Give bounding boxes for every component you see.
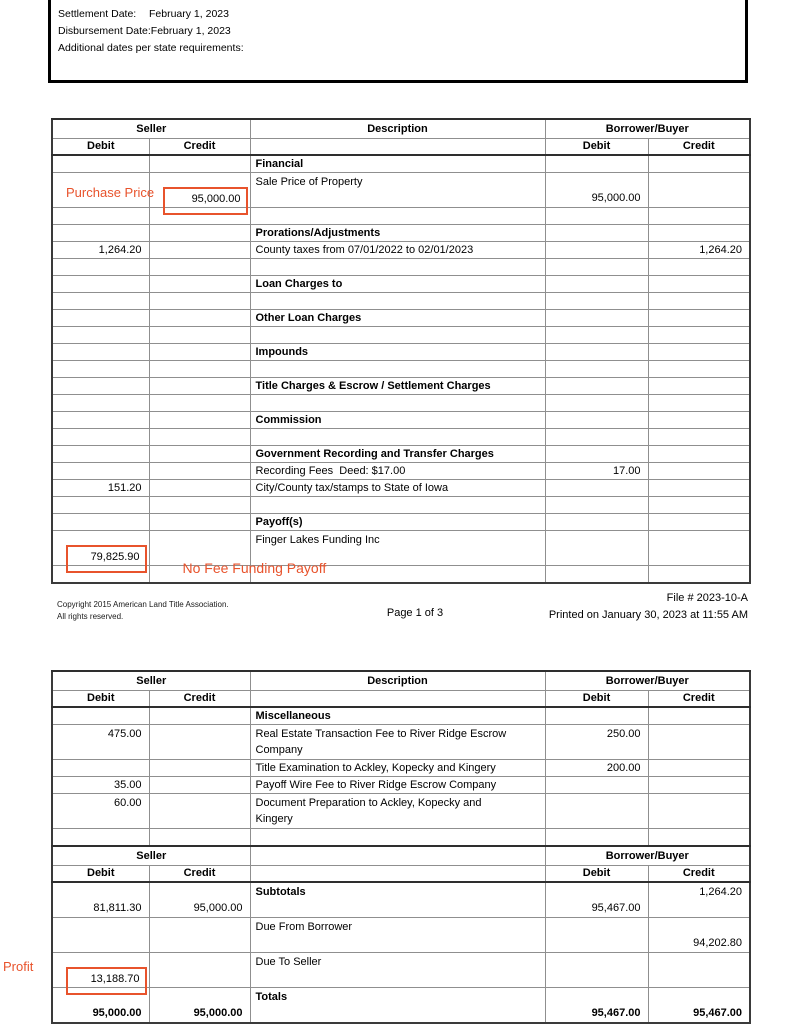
description-cell — [250, 395, 545, 412]
dates-info-box — [48, 0, 748, 83]
page-footer — [48, 590, 748, 634]
description-cell: Payoff Wire Fee to River Ridge Escrow Company — [250, 777, 545, 794]
seller-debit-cell: 35.00 — [52, 777, 149, 794]
seller-credit-cell — [149, 560, 327, 584]
column-group-header-row — [52, 119, 750, 138]
printed-timestamp: Printed on January 30, 2023 at 11:55 AM — [548, 609, 748, 621]
table-row — [52, 988, 750, 1024]
header-borrower-debit: Debit — [545, 865, 648, 882]
borrower-debit-cell — [545, 829, 648, 847]
column-group-header-row — [52, 846, 750, 865]
file-number: File # 2023-10-A — [666, 592, 748, 604]
borrower-credit-cell — [648, 829, 750, 847]
table-row — [52, 361, 750, 378]
table-row — [52, 378, 750, 395]
borrower-credit-cell — [648, 531, 750, 566]
seller-credit-cell — [149, 446, 250, 463]
seller-debit-cell — [52, 514, 149, 531]
description-cell: Financial — [250, 155, 545, 173]
description-cell — [250, 293, 545, 310]
seller-debit-cell — [52, 344, 149, 361]
borrower-debit-cell — [545, 310, 648, 327]
page-number: Page 1 of 3 — [386, 607, 444, 619]
seller-credit-cell — [149, 259, 250, 276]
seller-credit-cell: 95,000.00 — [149, 988, 250, 1024]
seller-credit-cell — [149, 361, 250, 378]
borrower-debit-cell — [545, 242, 648, 259]
seller-credit-cell — [149, 293, 250, 310]
borrower-credit-cell — [648, 276, 750, 293]
description-cell: Real Estate Transaction Fee to River Ridge Escrow Company — [250, 725, 545, 760]
seller-debit-cell — [52, 412, 149, 429]
description-cell: Document Preparation to Ackley, Kopecky and Kingery — [250, 794, 545, 829]
borrower-credit-cell — [648, 395, 750, 412]
borrower-credit-cell — [648, 225, 750, 242]
description-cell: Totals — [250, 988, 545, 1024]
borrower-debit-cell — [545, 412, 648, 429]
seller-credit-cell — [149, 463, 250, 480]
borrower-debit-cell — [545, 293, 648, 310]
table-row — [52, 429, 750, 446]
seller-debit-cell: 95,000.00 — [52, 988, 149, 1024]
seller-credit-cell — [149, 829, 250, 847]
seller-debit-cell: 1,264.20 — [52, 242, 149, 259]
borrower-debit-cell: 17.00 — [545, 463, 648, 480]
header-seller-credit: Credit — [149, 865, 250, 882]
seller-debit-cell — [52, 463, 149, 480]
annotation-box: 13,188.70 — [66, 967, 147, 995]
seller-credit-cell — [149, 155, 250, 173]
seller-debit-cell — [52, 531, 149, 566]
description-cell: Miscellaneous — [250, 707, 545, 725]
table-row — [52, 293, 750, 310]
description-cell: Due From Borrower — [250, 918, 545, 953]
description-cell: Commission — [250, 412, 545, 429]
seller-credit-cell — [149, 412, 250, 429]
header-seller: Seller — [52, 671, 250, 690]
seller-debit-cell — [52, 497, 149, 514]
borrower-credit-cell — [648, 760, 750, 777]
seller-debit-cell — [52, 310, 149, 327]
borrower-credit-cell — [648, 429, 750, 446]
table-row — [52, 259, 750, 276]
table-row — [52, 777, 750, 794]
borrower-credit-cell — [648, 208, 750, 225]
seller-credit-cell — [149, 497, 250, 514]
header-seller-debit: Debit — [52, 865, 149, 882]
copyright-line2: All rights reserved. — [57, 612, 124, 621]
annotation-box: 79,825.90 — [66, 545, 147, 573]
description-cell — [250, 361, 545, 378]
table-row — [52, 707, 750, 725]
seller-debit-cell: 60.00 — [52, 794, 149, 829]
borrower-credit-cell: 94,202.80 — [648, 918, 750, 953]
table-row — [52, 531, 750, 566]
table-row — [52, 882, 750, 918]
table-row — [52, 225, 750, 242]
seller-debit-cell: 475.00 — [52, 725, 149, 760]
table-row — [52, 344, 750, 361]
borrower-credit-cell — [648, 378, 750, 395]
seller-debit-cell — [52, 208, 149, 225]
seller-debit-cell — [52, 829, 149, 847]
header-description: Description — [250, 119, 545, 138]
borrower-debit-cell — [545, 395, 648, 412]
seller-credit-cell — [149, 918, 250, 953]
table-row — [52, 412, 750, 429]
table-row — [52, 463, 750, 480]
seller-credit-cell — [149, 173, 250, 208]
table-row — [52, 155, 750, 173]
borrower-credit-cell — [648, 293, 750, 310]
seller-debit-cell — [52, 707, 149, 725]
borrower-credit-cell — [648, 361, 750, 378]
description-cell: Sale Price of Property — [250, 173, 545, 208]
borrower-debit-cell — [545, 777, 648, 794]
borrower-debit-cell — [545, 155, 648, 173]
debit-credit-header-row — [52, 138, 750, 155]
description-cell: Impounds — [250, 344, 545, 361]
header-description-spacer — [250, 865, 545, 882]
seller-debit-cell — [52, 225, 149, 242]
seller-credit-cell: 95,000.00 — [149, 882, 250, 918]
header-description-spacer — [250, 138, 545, 155]
header-seller-credit: Credit — [149, 138, 250, 155]
info-label: Disbursement Date: — [58, 25, 151, 37]
table-row — [52, 918, 750, 953]
borrower-debit-cell — [545, 378, 648, 395]
copyright-line1: Copyright 2015 American Land Title Association. — [57, 600, 229, 609]
seller-debit-cell: 151.20 — [52, 480, 149, 497]
header-borrower-buyer: Borrower/Buyer — [545, 846, 750, 865]
borrower-debit-cell — [545, 361, 648, 378]
borrower-credit-cell — [648, 327, 750, 344]
table-row — [52, 953, 750, 988]
borrower-credit-cell — [648, 794, 750, 829]
seller-debit-cell — [52, 918, 149, 953]
seller-debit-cell — [3, 953, 149, 988]
description-cell: Title Charges & Escrow / Settlement Charges — [250, 378, 545, 395]
header-description — [250, 846, 545, 865]
info-label: Settlement Date: — [58, 8, 137, 20]
borrower-debit-cell — [545, 276, 648, 293]
table-row — [52, 760, 750, 777]
seller-credit-cell — [149, 242, 250, 259]
header-borrower-buyer: Borrower/Buyer — [545, 119, 750, 138]
seller-debit-cell — [52, 429, 149, 446]
seller-debit-cell — [52, 361, 149, 378]
borrower-debit-cell: 95,467.00 — [545, 882, 648, 918]
info-row — [58, 23, 745, 40]
table-row — [52, 566, 750, 584]
header-borrower-credit: Credit — [648, 865, 750, 882]
borrower-credit-cell — [648, 463, 750, 480]
table-row — [52, 173, 750, 208]
seller-debit-cell — [52, 173, 155, 208]
seller-credit-cell — [149, 480, 250, 497]
copyright-text — [57, 599, 229, 623]
borrower-debit-cell — [545, 794, 648, 829]
description-cell — [250, 429, 545, 446]
borrower-credit-cell — [648, 497, 750, 514]
borrower-credit-cell — [648, 707, 750, 725]
borrower-credit-cell — [648, 446, 750, 463]
borrower-debit-cell — [545, 446, 648, 463]
borrower-debit-cell — [545, 344, 648, 361]
borrower-credit-cell — [648, 412, 750, 429]
borrower-debit-cell — [545, 707, 648, 725]
seller-debit-cell — [52, 446, 149, 463]
header-borrower-credit: Credit — [648, 690, 750, 707]
seller-debit-cell: 81,811.30 — [52, 882, 149, 918]
table-row — [52, 446, 750, 463]
borrower-debit-cell: 250.00 — [545, 725, 648, 760]
table-row — [52, 497, 750, 514]
header-seller: Seller — [52, 846, 250, 865]
borrower-debit-cell: 95,000.00 — [545, 173, 648, 208]
seller-credit-cell — [149, 225, 250, 242]
seller-credit-cell — [149, 276, 250, 293]
borrower-debit-cell: 200.00 — [545, 760, 648, 777]
info-value: February 1, 2023 — [149, 8, 229, 20]
seller-credit-cell — [149, 514, 250, 531]
debit-credit-header-row — [52, 690, 750, 707]
borrower-debit-cell — [545, 480, 648, 497]
borrower-debit-cell — [545, 327, 648, 344]
borrower-debit-cell — [545, 429, 648, 446]
description-cell: City/County tax/stamps to State of Iowa — [250, 480, 545, 497]
borrower-credit-cell: 1,264.20 — [648, 242, 750, 259]
seller-debit-cell — [52, 760, 149, 777]
borrower-credit-cell — [648, 777, 750, 794]
borrower-credit-cell — [648, 310, 750, 327]
description-cell: Prorations/Adjustments — [250, 225, 545, 242]
info-label: Additional dates per state requirements: — [58, 42, 244, 54]
borrower-debit-cell — [545, 259, 648, 276]
table-row — [52, 480, 750, 497]
borrower-credit-cell — [648, 514, 750, 531]
table-row — [52, 794, 750, 829]
annotation-box: 95,000.00 — [163, 187, 248, 215]
header-borrower-credit: Credit — [648, 138, 750, 155]
seller-credit-cell — [149, 327, 250, 344]
borrower-credit-cell — [648, 480, 750, 497]
description-cell — [250, 259, 545, 276]
borrower-debit-cell — [545, 208, 648, 225]
borrower-debit-cell — [545, 566, 648, 584]
header-seller: Seller — [52, 119, 250, 138]
annotation-label: Purchase Price — [66, 185, 155, 200]
borrower-credit-cell — [648, 173, 750, 208]
borrower-credit-cell — [648, 566, 750, 584]
borrower-debit-cell — [545, 514, 648, 531]
seller-credit-cell — [149, 310, 250, 327]
table-row — [52, 208, 750, 225]
header-seller-debit: Debit — [52, 138, 149, 155]
info-row — [58, 6, 745, 23]
seller-debit-cell — [52, 276, 149, 293]
description-cell — [250, 829, 545, 847]
description-cell: Other Loan Charges — [250, 310, 545, 327]
description-cell: Due To Seller — [250, 953, 545, 988]
table-row — [52, 242, 750, 259]
table-row — [52, 327, 750, 344]
borrower-credit-cell — [648, 259, 750, 276]
description-cell: Recording Fees Deed: $17.00 — [250, 463, 545, 480]
seller-credit-cell — [149, 760, 250, 777]
seller-debit-cell — [52, 327, 149, 344]
header-description: Description — [250, 671, 545, 690]
description-cell — [250, 497, 545, 514]
description-cell: Loan Charges to — [250, 276, 545, 293]
annotation-label: Profit — [3, 959, 34, 974]
table-row — [52, 276, 750, 293]
borrower-credit-cell — [648, 725, 750, 760]
annotation-label: No Fee Funding Payoff — [182, 560, 327, 576]
table-row — [52, 725, 750, 760]
seller-credit-cell — [149, 395, 250, 412]
borrower-debit-cell — [545, 918, 648, 953]
seller-debit-cell — [52, 293, 149, 310]
debit-credit-header-row — [52, 865, 750, 882]
header-borrower-debit: Debit — [545, 690, 648, 707]
description-cell — [250, 208, 545, 225]
header-borrower-debit: Debit — [545, 138, 648, 155]
description-cell: Finger Lakes Funding Inc — [250, 531, 545, 566]
settlement-table-page2 — [3, 670, 751, 1024]
borrower-credit-cell: 95,467.00 — [648, 988, 750, 1024]
table-row — [52, 829, 750, 847]
borrower-credit-cell — [648, 344, 750, 361]
description-cell: Subtotals — [250, 882, 545, 918]
seller-debit-cell — [52, 155, 149, 173]
borrower-debit-cell — [545, 225, 648, 242]
seller-credit-cell — [149, 794, 250, 829]
borrower-debit-cell — [545, 497, 648, 514]
description-cell: Government Recording and Transfer Charges — [250, 446, 545, 463]
borrower-credit-cell: 1,264.20 — [648, 882, 750, 918]
settlement-table-page1 — [51, 118, 751, 584]
borrower-debit-cell — [545, 953, 648, 988]
table-row — [52, 310, 750, 327]
header-description-spacer — [250, 690, 545, 707]
header-seller-debit: Debit — [52, 690, 149, 707]
borrower-debit-cell — [545, 531, 648, 566]
description-cell: Title Examination to Ackley, Kopecky and Kingery — [250, 760, 545, 777]
description-cell — [250, 327, 545, 344]
info-row — [58, 40, 745, 57]
file-info — [549, 590, 748, 624]
seller-debit-cell — [52, 395, 149, 412]
borrower-credit-cell — [648, 155, 750, 173]
table-row — [52, 514, 750, 531]
description-cell: County taxes from 07/01/2022 to 02/01/2023 — [250, 242, 545, 259]
table-row — [52, 395, 750, 412]
header-borrower-buyer: Borrower/Buyer — [545, 671, 750, 690]
seller-credit-cell — [149, 953, 250, 988]
seller-credit-cell — [149, 707, 250, 725]
header-seller-credit: Credit — [149, 690, 250, 707]
seller-credit-cell — [149, 777, 250, 794]
seller-debit-cell — [52, 259, 149, 276]
seller-debit-cell — [52, 378, 149, 395]
column-group-header-row — [52, 671, 750, 690]
seller-credit-cell — [149, 725, 250, 760]
borrower-credit-cell — [648, 953, 750, 988]
seller-credit-cell — [149, 344, 250, 361]
description-cell: Payoff(s) — [250, 514, 545, 531]
seller-credit-cell — [149, 429, 250, 446]
info-value: February 1, 2023 — [150, 25, 231, 37]
seller-credit-cell — [149, 378, 250, 395]
borrower-debit-cell: 95,467.00 — [545, 988, 648, 1024]
